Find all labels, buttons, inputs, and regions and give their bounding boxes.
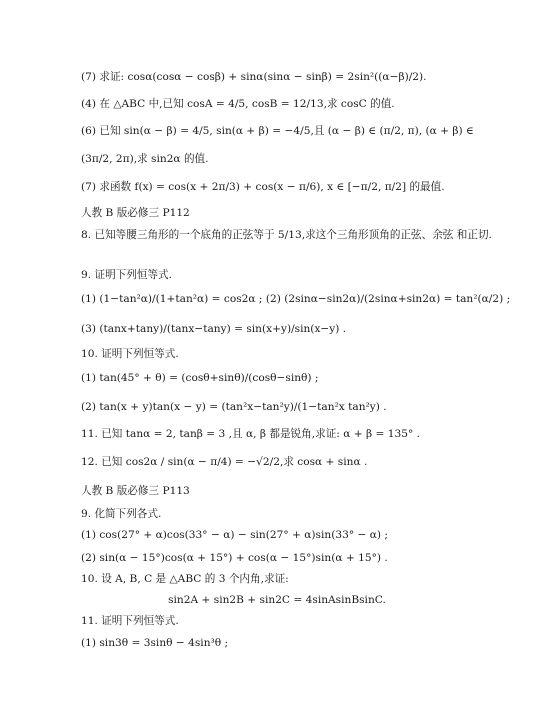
exercise-line-12: (1) tan(45° + θ) = (cosθ+sinθ)/(cosθ−sinθ) ; xyxy=(81,372,319,384)
exercise-line-20: 10. 设 A, B, C 是 △ABC 的 3 个内角,求证: xyxy=(81,573,289,585)
exercise-line-17: 9. 化简下列各式. xyxy=(81,508,162,520)
exercise-line-22: 11. 证明下列恒等式. xyxy=(81,615,179,627)
exercise-line-13: (2) tan(x + y)tan(x − y) = (tan²x−tan²y)/(1−tan²x tan²y) . xyxy=(81,401,387,413)
exercise-line-2: (4) 在 △ABC 中,已知 cosA = 4/5, cosB = 12/13,求 cosC 的值. xyxy=(81,98,395,110)
exercise-line-5: (7) 求函数 f(x) = cos(x + 2π/3) + cos(x − π/6), x ∈ [−π/2, π/2] 的最值. xyxy=(81,181,445,193)
exercise-line-15: 12. 已知 cos2α / sin(α − π/4) = −√2/2,求 cosα + sinα . xyxy=(81,456,368,468)
exercise-line-3: (6) 已知 sin(α − β) = 4/5, sin(α + β) = −4/5,且 (α − β) ∈ (π/2, π), (α + β) ∈ xyxy=(81,125,474,137)
exercise-line-11: 10. 证明下列恒等式. xyxy=(81,348,179,360)
exercise-line-19: (2) sin(α − 15°)cos(α + 15°) + cos(α − 15°)sin(α + 15°) . xyxy=(81,552,388,564)
exercise-line-7: 8. 已知等腰三角形的一个底角的正弦等于 5/13,求这个三角形顶角的正弦、余弦 和正切. xyxy=(81,229,492,241)
exercise-line-4: (3π/2, 2π),求 sin2α 的值. xyxy=(81,153,209,165)
exercise-line-23: (1) sin3θ = 3sinθ − 4sin³θ ; xyxy=(81,637,229,649)
exercise-line-18: (1) cos(27° + α)cos(33° − α) − sin(27° + α)sin(33° − α) ; xyxy=(81,529,388,541)
exercise-line-1: (7) 求证: cosα(cosα − cosβ) + sinα(sinα − sinβ) = 2sin²((α−β)/2). xyxy=(81,71,427,83)
exercise-line-10: (3) (tanx+tany)/(tanx−tany) = sin(x+y)/sin(x−y) . xyxy=(81,323,347,335)
exercise-line-14: 11. 已知 tanα = 2, tanβ = 3 ,且 α, β 都是锐角,求证: α + β = 135° . xyxy=(81,428,420,440)
section-heading: 人教 B 版必修三 P113 xyxy=(81,485,190,497)
exercise-line-8: 9. 证明下列恒等式. xyxy=(81,269,172,281)
section-heading: 人教 B 版必修三 P112 xyxy=(81,207,190,219)
centered-equation: sin2A + sin2B + sin2C = 4sinAsinBsinC. xyxy=(168,594,386,606)
exercise-line-9: (1) (1−tan²α)/(1+tan²α) = cos2α ; (2) (2sinα−sin2α)/(2sinα+sin2α) = tan²(α/2) ; xyxy=(81,293,511,305)
